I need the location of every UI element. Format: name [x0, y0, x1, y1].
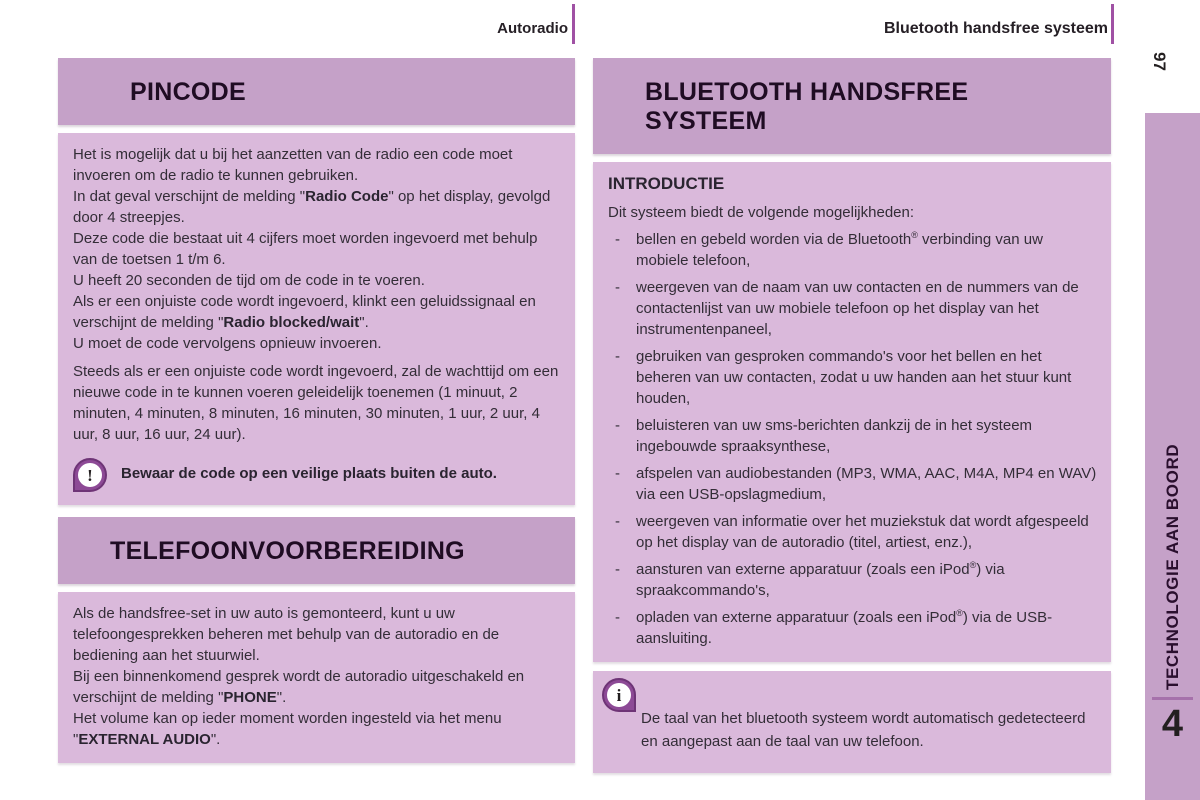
bullet-text: weergeven van de naam van uw contacten en de nummers van de contactenlijst van uw mobiele telefoon op het display van het instrumentenpaneel,	[636, 279, 1079, 338]
bullet-text: weergeven van informatie over het muziekstuk dat wordt afgespeeld op het display van de autoradio (titel, artiest, enz.),	[636, 513, 1089, 551]
pincode-body	[58, 133, 575, 505]
bullet-marker: -	[615, 417, 620, 434]
bullet-marker: -	[615, 348, 620, 365]
phone-prep-paragraphs	[73, 603, 561, 750]
bluetooth-info-note	[593, 671, 1111, 773]
chapter-tab-divider	[1152, 697, 1193, 700]
bullet-text: aansturen van externe apparatuur (zoals een iPod®) via spraakcommando's,	[636, 560, 1005, 599]
subsection-title-introductie: INTRODUCTIE	[608, 174, 725, 193]
chapter-tab-label: TECHNOLOGIE AAN BOORD	[1163, 443, 1182, 690]
info-note-text: De taal van het bluetooth systeem wordt automatisch gedetecteerd en aangepast aan de taal van uw telefoon.	[641, 710, 1086, 750]
bullet-marker: -	[615, 609, 620, 626]
bullet-marker: -	[615, 513, 620, 530]
paragraph: U moet de code vervolgens opnieuw invoeren.	[73, 335, 382, 352]
paragraph: Als er een onjuiste code wordt ingevoerd, klinkt een geluidssignaal en verschijnt de melding "Radio blocked/wait".	[73, 293, 536, 331]
bullet-text: opladen van externe apparatuur (zoals een iPod®) via de USB-aansluiting.	[636, 608, 1053, 647]
bullet-item	[608, 415, 1097, 457]
bullet-item	[608, 346, 1097, 409]
bullet-item	[608, 277, 1097, 340]
info-icon: i	[602, 678, 636, 712]
bullet-marker: -	[615, 465, 620, 482]
warning-text: Bewaar de code op een veilige plaats buiten de auto.	[121, 465, 497, 482]
bullet-item	[608, 229, 1097, 271]
bluetooth-intro: Dit systeem biedt de volgende mogelijkheden:	[608, 204, 915, 221]
running-header-right: Bluetooth handsfree systeem	[883, 20, 1108, 37]
bluetooth-body	[593, 162, 1111, 662]
bullet-item	[608, 559, 1097, 601]
bullet-text: bellen en gebeld worden via de Bluetooth® verbinding van uw mobiele telefoon,	[636, 230, 1043, 269]
bluetooth-bullet-list	[608, 229, 1097, 649]
bullet-text: beluisteren van uw sms-berichten dankzij de in het systeem ingebouwde spraaksynthese,	[636, 417, 1033, 455]
paragraph: Steeds als er een onjuiste code wordt ingevoerd, zal de wachttijd om een nieuwe code in te kunnen voeren geleidelijk toenemen (1 minuut, 2 minuten, 4 minuten, 8 minuten, 16 minuten, 30 minuten, 1 uur, 2 uur, 4 uur, 8 uur, 16 uur, 24 uur).	[73, 363, 559, 443]
paragraph: Als de handsfree-set in uw auto is gemonteerd, kunt u uw telefoongesprekken beheren met behulp van de autoradio en de bediening aan het stuurwiel.	[73, 605, 500, 664]
chapter-number: 4	[1161, 703, 1184, 745]
left-column	[58, 58, 575, 763]
paragraph: U heeft 20 seconden de tijd om de code in te voeren.	[73, 272, 425, 289]
running-header-left: Autoradio	[497, 20, 568, 37]
pincode-paragraphs	[73, 144, 561, 445]
paragraph: Deze code die bestaat uit 4 cijfers moet worden ingevoerd met behulp van de toetsen 1 t/m 6.	[73, 230, 538, 268]
bullet-item	[608, 607, 1097, 649]
bullet-text: gebruiken van gesproken commando's voor het bellen en het beheren van uw contacten, zodat u uw handen aan het stuur kunt houden,	[636, 348, 1072, 407]
section-title-telefoonvoorbereiding: TELEFOONVOORBEREIDING	[58, 517, 575, 584]
paragraph: Bij een binnenkomend gesprek wordt de autoradio uitgeschakeld en verschijnt de melding "PHONE".	[73, 668, 525, 706]
header-divider-rule-right	[1111, 4, 1114, 44]
bullet-marker: -	[615, 561, 620, 578]
paragraph: Het is mogelijk dat u bij het aanzetten van de radio een code moet invoeren om de radio te kunnen gebruiken.	[73, 146, 513, 184]
section-title-pincode: PINCODE	[58, 58, 575, 125]
phone-prep-body	[58, 592, 575, 763]
paragraph: In dat geval verschijnt de melding "Radio Code" op het display, gevolgd door 4 streepjes.	[73, 188, 551, 226]
page-number: 97	[1150, 52, 1169, 71]
paragraph: Het volume kan op ieder moment worden ingesteld via het menu "EXTERNAL AUDIO".	[73, 710, 502, 748]
bullet-marker: -	[615, 279, 620, 296]
bullet-item	[608, 511, 1097, 553]
section-title-bluetooth: BLUETOOTH HANDSFREE SYSTEEM	[593, 58, 1111, 154]
pincode-warning-row	[73, 458, 561, 492]
warning-icon: !	[73, 458, 107, 492]
header-divider-rule-left	[572, 4, 575, 44]
bullet-text: afspelen van audiobestanden (MP3, WMA, AAC, M4A, MP4 en WAV) via een USB-opslagmedium,	[636, 465, 1097, 503]
right-column	[593, 58, 1111, 773]
bullet-marker: -	[615, 231, 620, 248]
bullet-item	[608, 463, 1097, 505]
